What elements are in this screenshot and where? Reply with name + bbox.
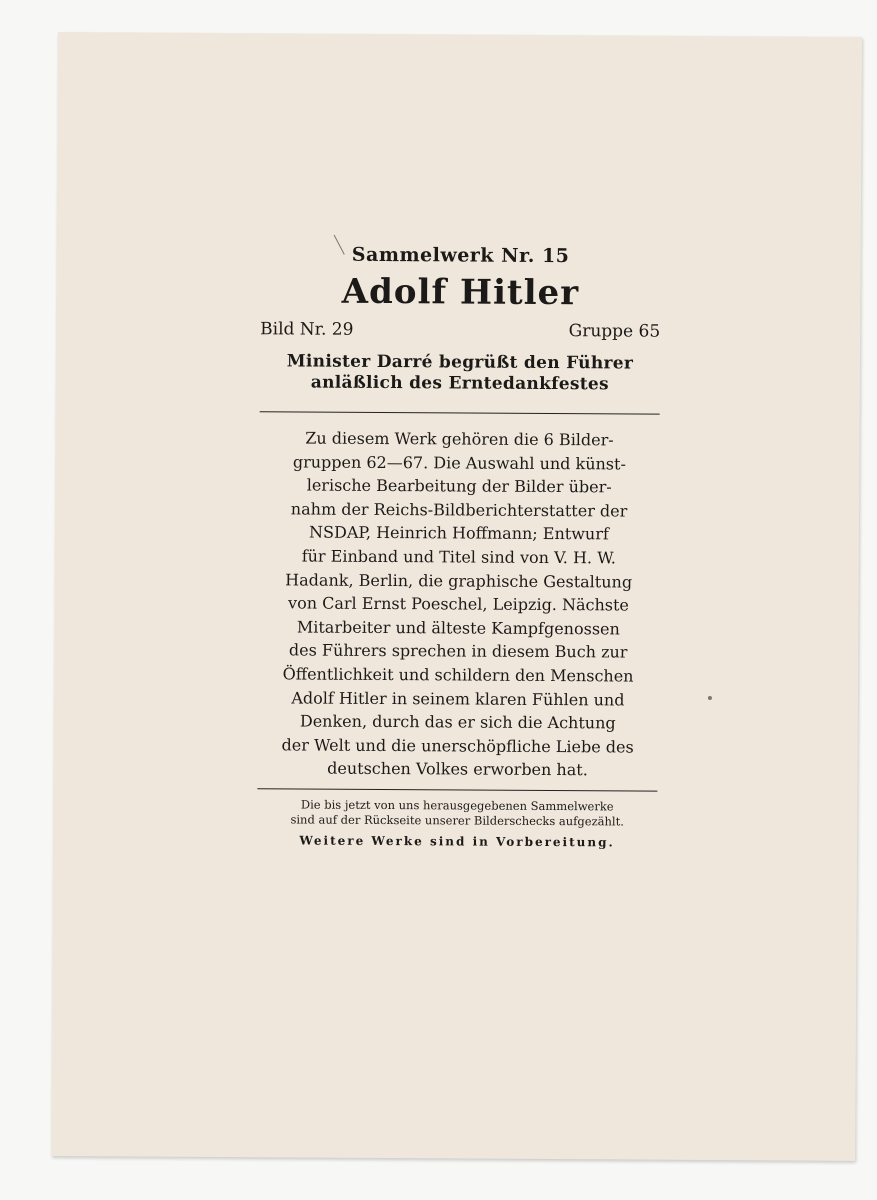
footer-note: Die bis jetzt von uns herausgegebenen Sammelwerke sind auf der Rückseite unserer Bilderschecks aufgezählt.: [290, 797, 624, 829]
card-back: [51, 32, 862, 1161]
picture-caption: [260, 351, 660, 395]
meta-row: [260, 319, 660, 341]
card-text-block: [257, 243, 661, 849]
paper-speck: [708, 696, 712, 700]
series-number: Sammelwerk Nr. 15: [351, 243, 570, 268]
divider-bottom: [257, 788, 657, 791]
group-number: Gruppe 65: [568, 321, 661, 342]
caption-line-1: Minister Darré begrüßt den Führer: [286, 351, 634, 374]
description-text: Zu diesem Werk gehören die 6 Bilder- gruppen 62—67. Die Auswahl und künst- lerische Bearbeitung der Bilder über- nahm der Reichs-Bildberichterstatter der NSDAP, Heinrich Hoffmann; Entwurf für Einband und Titel sind von V. H. W. Hadank, Berlin, die graphische Gestaltung von Carl Ernst Poeschel, Leipzig. Nächste Mitarbeiter und älteste Kampfgenossen des Führers sprechen in diesem Buch zur Öffentlichkeit und schildern den Menschen Adolf Hitler in seinem klaren Fühlen und Denken, durch das er sich die Achtung der Welt und die unerschöpfliche Liebe des deutschen Volkes erworben hat.: [281, 428, 634, 780]
collection-title: Adolf Hitler: [341, 271, 580, 314]
divider-top: [260, 411, 660, 414]
caption-line-2: anläßlich des Erntedankfestes: [310, 372, 609, 395]
footer-more-works: Weitere Werke sind in Vorbereitung.: [299, 833, 615, 850]
picture-number: Bild Nr. 29: [260, 319, 354, 340]
